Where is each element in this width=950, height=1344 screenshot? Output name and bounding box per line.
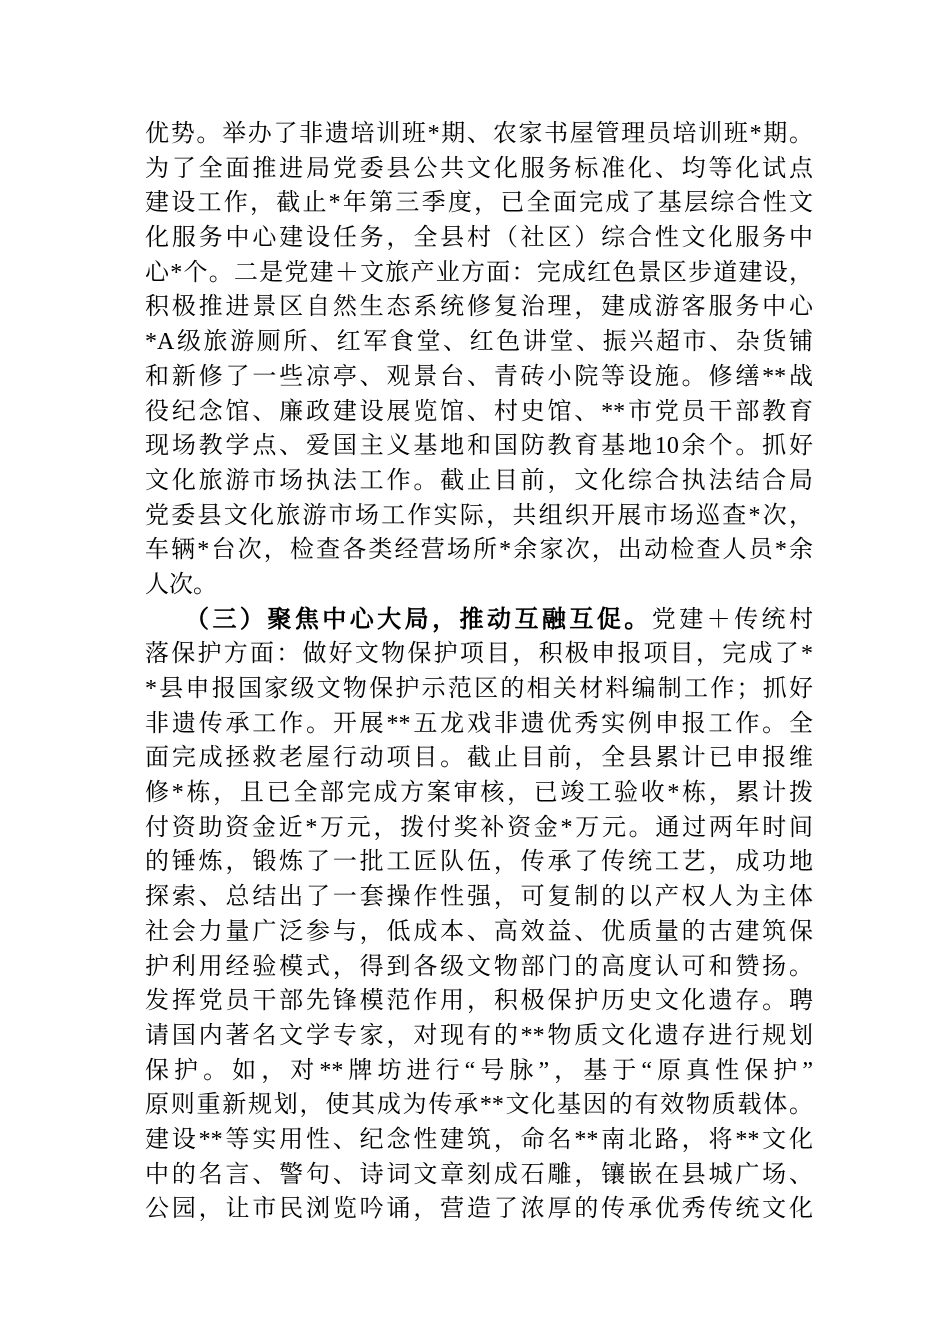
text-line: 文化旅游市场执法工作。截止目前，文化综合执法结合局 <box>145 467 813 494</box>
text-line: 发挥党员干部先锋模范作用，积极保护历史文化遗存。聘 <box>145 988 813 1015</box>
text-line: 和新修了一些凉亭、观景台、青砖小院等设施。修缮**战 <box>145 363 813 390</box>
text-line: *县申报国家级文物保护示范区的相关材料编制工作；抓好 <box>145 676 813 702</box>
text-segment: 党建＋传统村 <box>651 606 813 633</box>
text-line: 中的名言、警句、诗词文章刻成石雕，镶嵌在县城广场、 <box>145 1161 813 1188</box>
text-line: 请国内著名文学专家，对现有的**物质文化遗存进行规划 <box>145 1022 813 1049</box>
text-line: 化服务中心建设任务，全县村（社区）综合性文化服务中 <box>145 225 813 252</box>
text-line: 车辆*台次，检查各类经营场所*余家次，出动检查人员*余 <box>145 537 813 564</box>
document-body <box>145 117 813 1227</box>
text-line: 党委县文化旅游市场工作实际，共组织开展市场巡查*次， <box>145 502 813 529</box>
text-line: *A级旅游厕所、红军食堂、红色讲堂、振兴超市、杂货铺 <box>145 329 813 356</box>
text-line: 落保护方面：做好文物保护项目，积极申报项目，完成了* <box>145 641 813 668</box>
text-line: 面完成拯救老屋行动项目。截止目前，全县累计已申报维 <box>145 745 813 772</box>
text-line: 社会力量广泛参与，低成本、高效益、优质量的古建筑保 <box>145 918 813 945</box>
text-line: 心*个。二是党建＋文旅产业方面：完成红色景区步道建设， <box>145 259 813 286</box>
text-line: 建设工作，截止*年第三季度，已全面完成了基层综合性文 <box>145 190 813 217</box>
text-line <box>145 603 813 638</box>
text-line: 优势。举办了非遗培训班*期、农家书屋管理员培训班*期。 <box>145 121 813 147</box>
text-line: 修*栋，且已全部完成方案审核，已竣工验收*栋，累计拨 <box>145 780 813 807</box>
text-line: 现场教学点、爱国主义基地和国防教育基地10余个。抓好 <box>145 433 813 460</box>
text-line: 的锤炼，锻炼了一批工匠队伍，传承了传统工艺，成功地 <box>145 849 813 876</box>
text-line: 原则重新规划，使其成为传承**文化基因的有效物质载体。 <box>145 1092 813 1119</box>
text-line: 护利用经验模式，得到各级文物部门的高度认可和赞扬。 <box>145 953 813 980</box>
text-line: 为了全面推进局党委县公共文化服务标准化、均等化试点 <box>145 155 813 182</box>
text-line: 人次。 <box>145 571 217 598</box>
text-line: 积极推进景区自然生态系统修复治理，建成游客服务中心 <box>145 294 813 321</box>
text-line: 付资助资金近*万元，拨付奖补资金*万元。通过两年时间 <box>145 814 813 841</box>
text-line: 探索、总结出了一套操作性强，可复制的以产权人为主体 <box>145 884 813 911</box>
text-line: 非遗传承工作。开展**五龙戏非遗优秀实例申报工作。全 <box>145 710 813 737</box>
section-heading: （三）聚焦中心大局，推动互融互促。 <box>185 606 652 633</box>
text-line: 役纪念馆、廉政建设展览馆、村史馆、**市党员干部教育 <box>145 398 813 425</box>
text-line: 建设**等实用性、纪念性建筑，命名**南北路，将**文化 <box>145 1126 813 1153</box>
text-line: 保护。如，对**牌坊进行“号脉”，基于“原真性保护” <box>145 1057 813 1084</box>
text-line: 公园，让市民浏览吟诵，营造了浓厚的传承优秀传统文化 <box>145 1196 813 1223</box>
